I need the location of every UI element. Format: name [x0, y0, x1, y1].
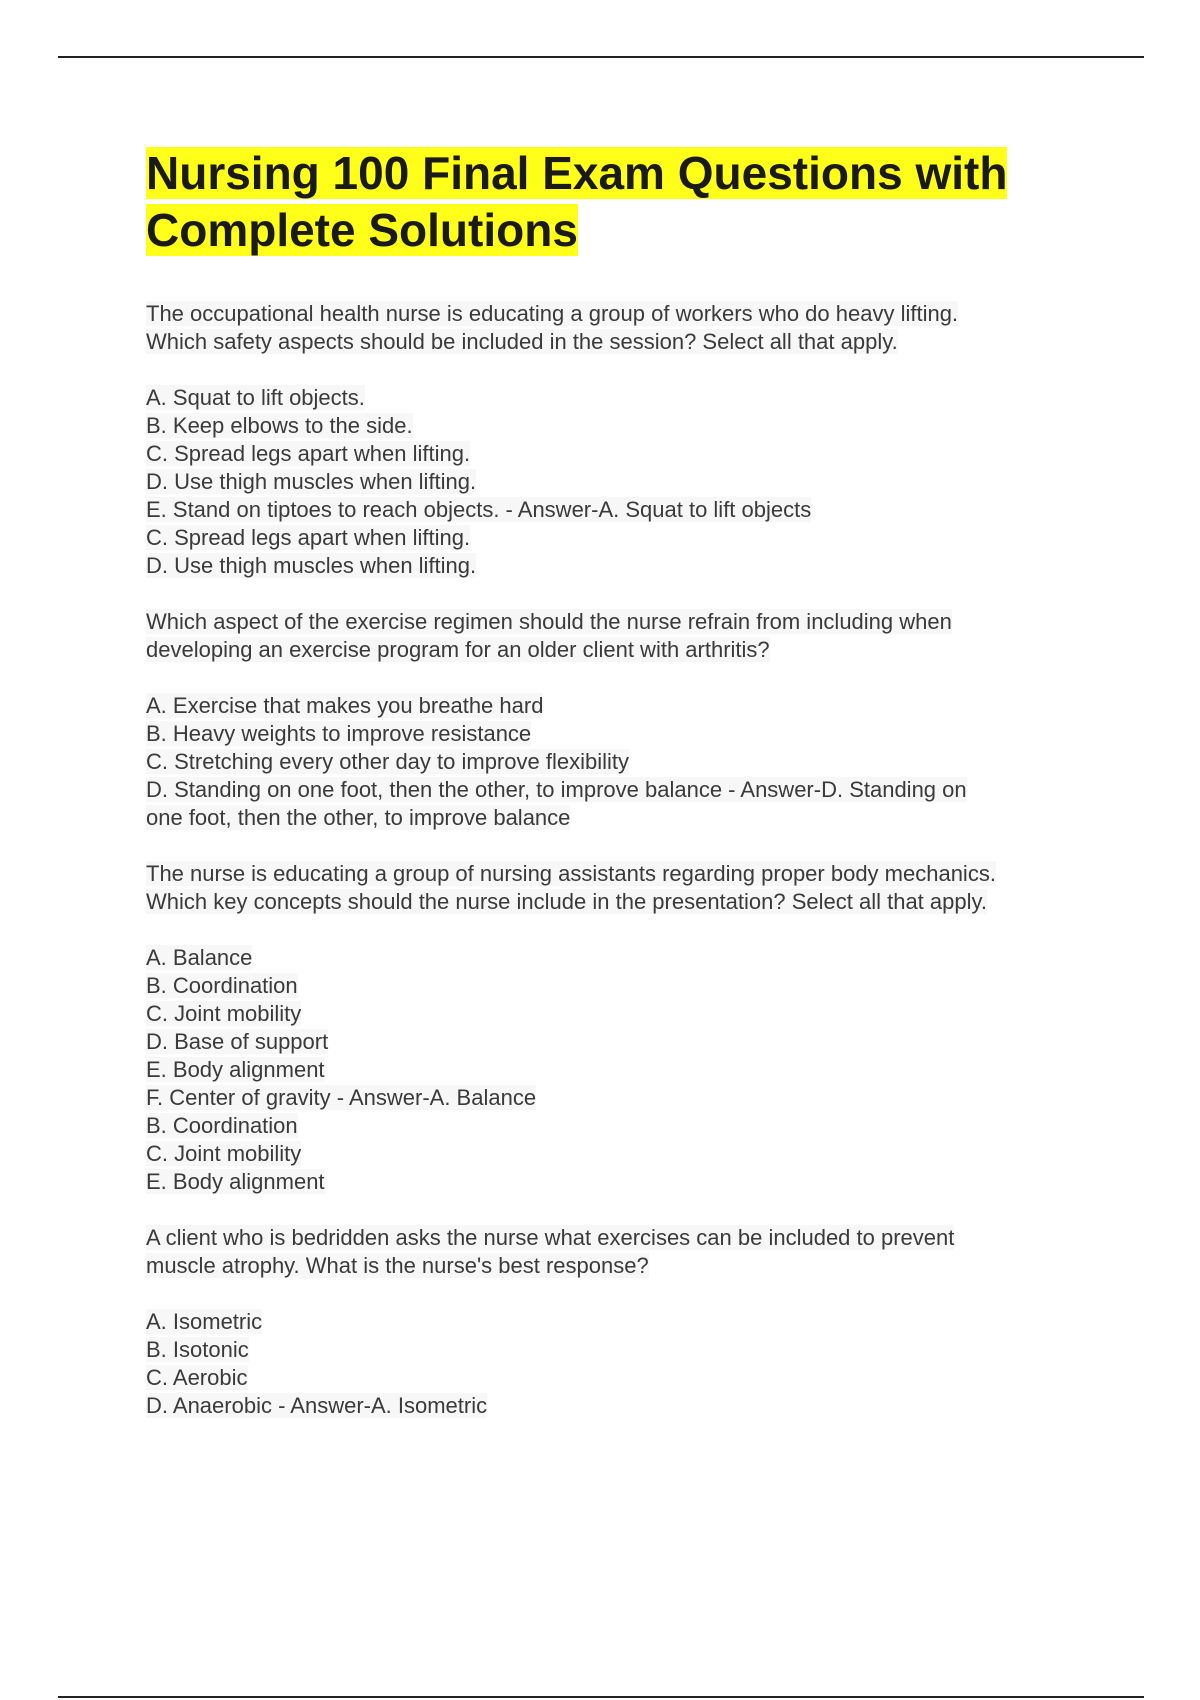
option-line: B. Heavy weights to improve resistance — [146, 721, 532, 746]
document-title — [146, 145, 1096, 259]
option-line: C. Stretching every other day to improve flexibility — [146, 749, 629, 774]
question-2 — [146, 608, 1096, 832]
option-line: C. Spread legs apart when lifting. — [146, 441, 471, 466]
answer-line: D. Standing on one foot, then the other, to improve balance - Answer-D. Standing on — [146, 777, 967, 802]
option-line: C. Joint mobility — [146, 1001, 302, 1026]
answer-options — [146, 692, 1096, 832]
answer-line: E. Stand on tiptoes to reach objects. - Answer-A. Squat to lift objects — [146, 497, 812, 522]
option-line: B. Coordination — [146, 973, 298, 998]
question-prompt — [146, 860, 1096, 916]
answer-options — [146, 384, 1096, 580]
answer-line: C. Spread legs apart when lifting. — [146, 525, 471, 550]
answer-line: E. Body alignment — [146, 1169, 325, 1194]
option-line: C. Aerobic — [146, 1365, 248, 1390]
bottom-rule — [58, 1696, 1144, 1698]
question-1 — [146, 300, 1096, 580]
answer-options — [146, 944, 1096, 1196]
answer-line: one foot, then the other, to improve balance — [146, 805, 571, 830]
prompt-line: developing an exercise program for an older client with arthritis? — [146, 637, 770, 662]
answer-line: C. Joint mobility — [146, 1141, 302, 1166]
prompt-line: muscle atrophy. What is the nurse's best response? — [146, 1253, 649, 1278]
answer-line: D. Anaerobic - Answer-A. Isometric — [146, 1393, 488, 1418]
option-line: A. Squat to lift objects. — [146, 385, 365, 410]
option-line: D. Use thigh muscles when lifting. — [146, 469, 477, 494]
question-prompt — [146, 300, 1096, 356]
prompt-line: Which aspect of the exercise regimen should the nurse refrain from including when — [146, 609, 952, 634]
question-3 — [146, 860, 1096, 1196]
question-prompt — [146, 1224, 1096, 1280]
prompt-line: The occupational health nurse is educating a group of workers who do heavy lifting. — [146, 301, 959, 326]
question-4 — [146, 1224, 1096, 1420]
option-line: E. Body alignment — [146, 1057, 325, 1082]
answer-line: D. Use thigh muscles when lifting. — [146, 553, 477, 578]
prompt-line: Which key concepts should the nurse include in the presentation? Select all that apply. — [146, 889, 987, 914]
title-line-1: Nursing 100 Final Exam Questions with — [146, 147, 1008, 199]
option-line: A. Exercise that makes you breathe hard — [146, 693, 544, 718]
prompt-line: The nurse is educating a group of nursing assistants regarding proper body mechanics. — [146, 861, 996, 886]
title-line-2: Complete Solutions — [146, 204, 578, 256]
option-line: B. Isotonic — [146, 1337, 249, 1362]
option-line: B. Keep elbows to the side. — [146, 413, 413, 438]
option-line: A. Balance — [146, 945, 253, 970]
prompt-line: A client who is bedridden asks the nurse what exercises can be included to prevent — [146, 1225, 955, 1250]
option-line: D. Base of support — [146, 1029, 329, 1054]
top-rule — [58, 56, 1144, 58]
answer-options — [146, 1308, 1096, 1420]
answer-line: F. Center of gravity - Answer-A. Balance — [146, 1085, 537, 1110]
document-body — [146, 145, 1096, 1420]
prompt-line: Which safety aspects should be included in the session? Select all that apply. — [146, 329, 898, 354]
option-line: A. Isometric — [146, 1309, 263, 1334]
question-prompt — [146, 608, 1096, 664]
answer-line: B. Coordination — [146, 1113, 298, 1138]
